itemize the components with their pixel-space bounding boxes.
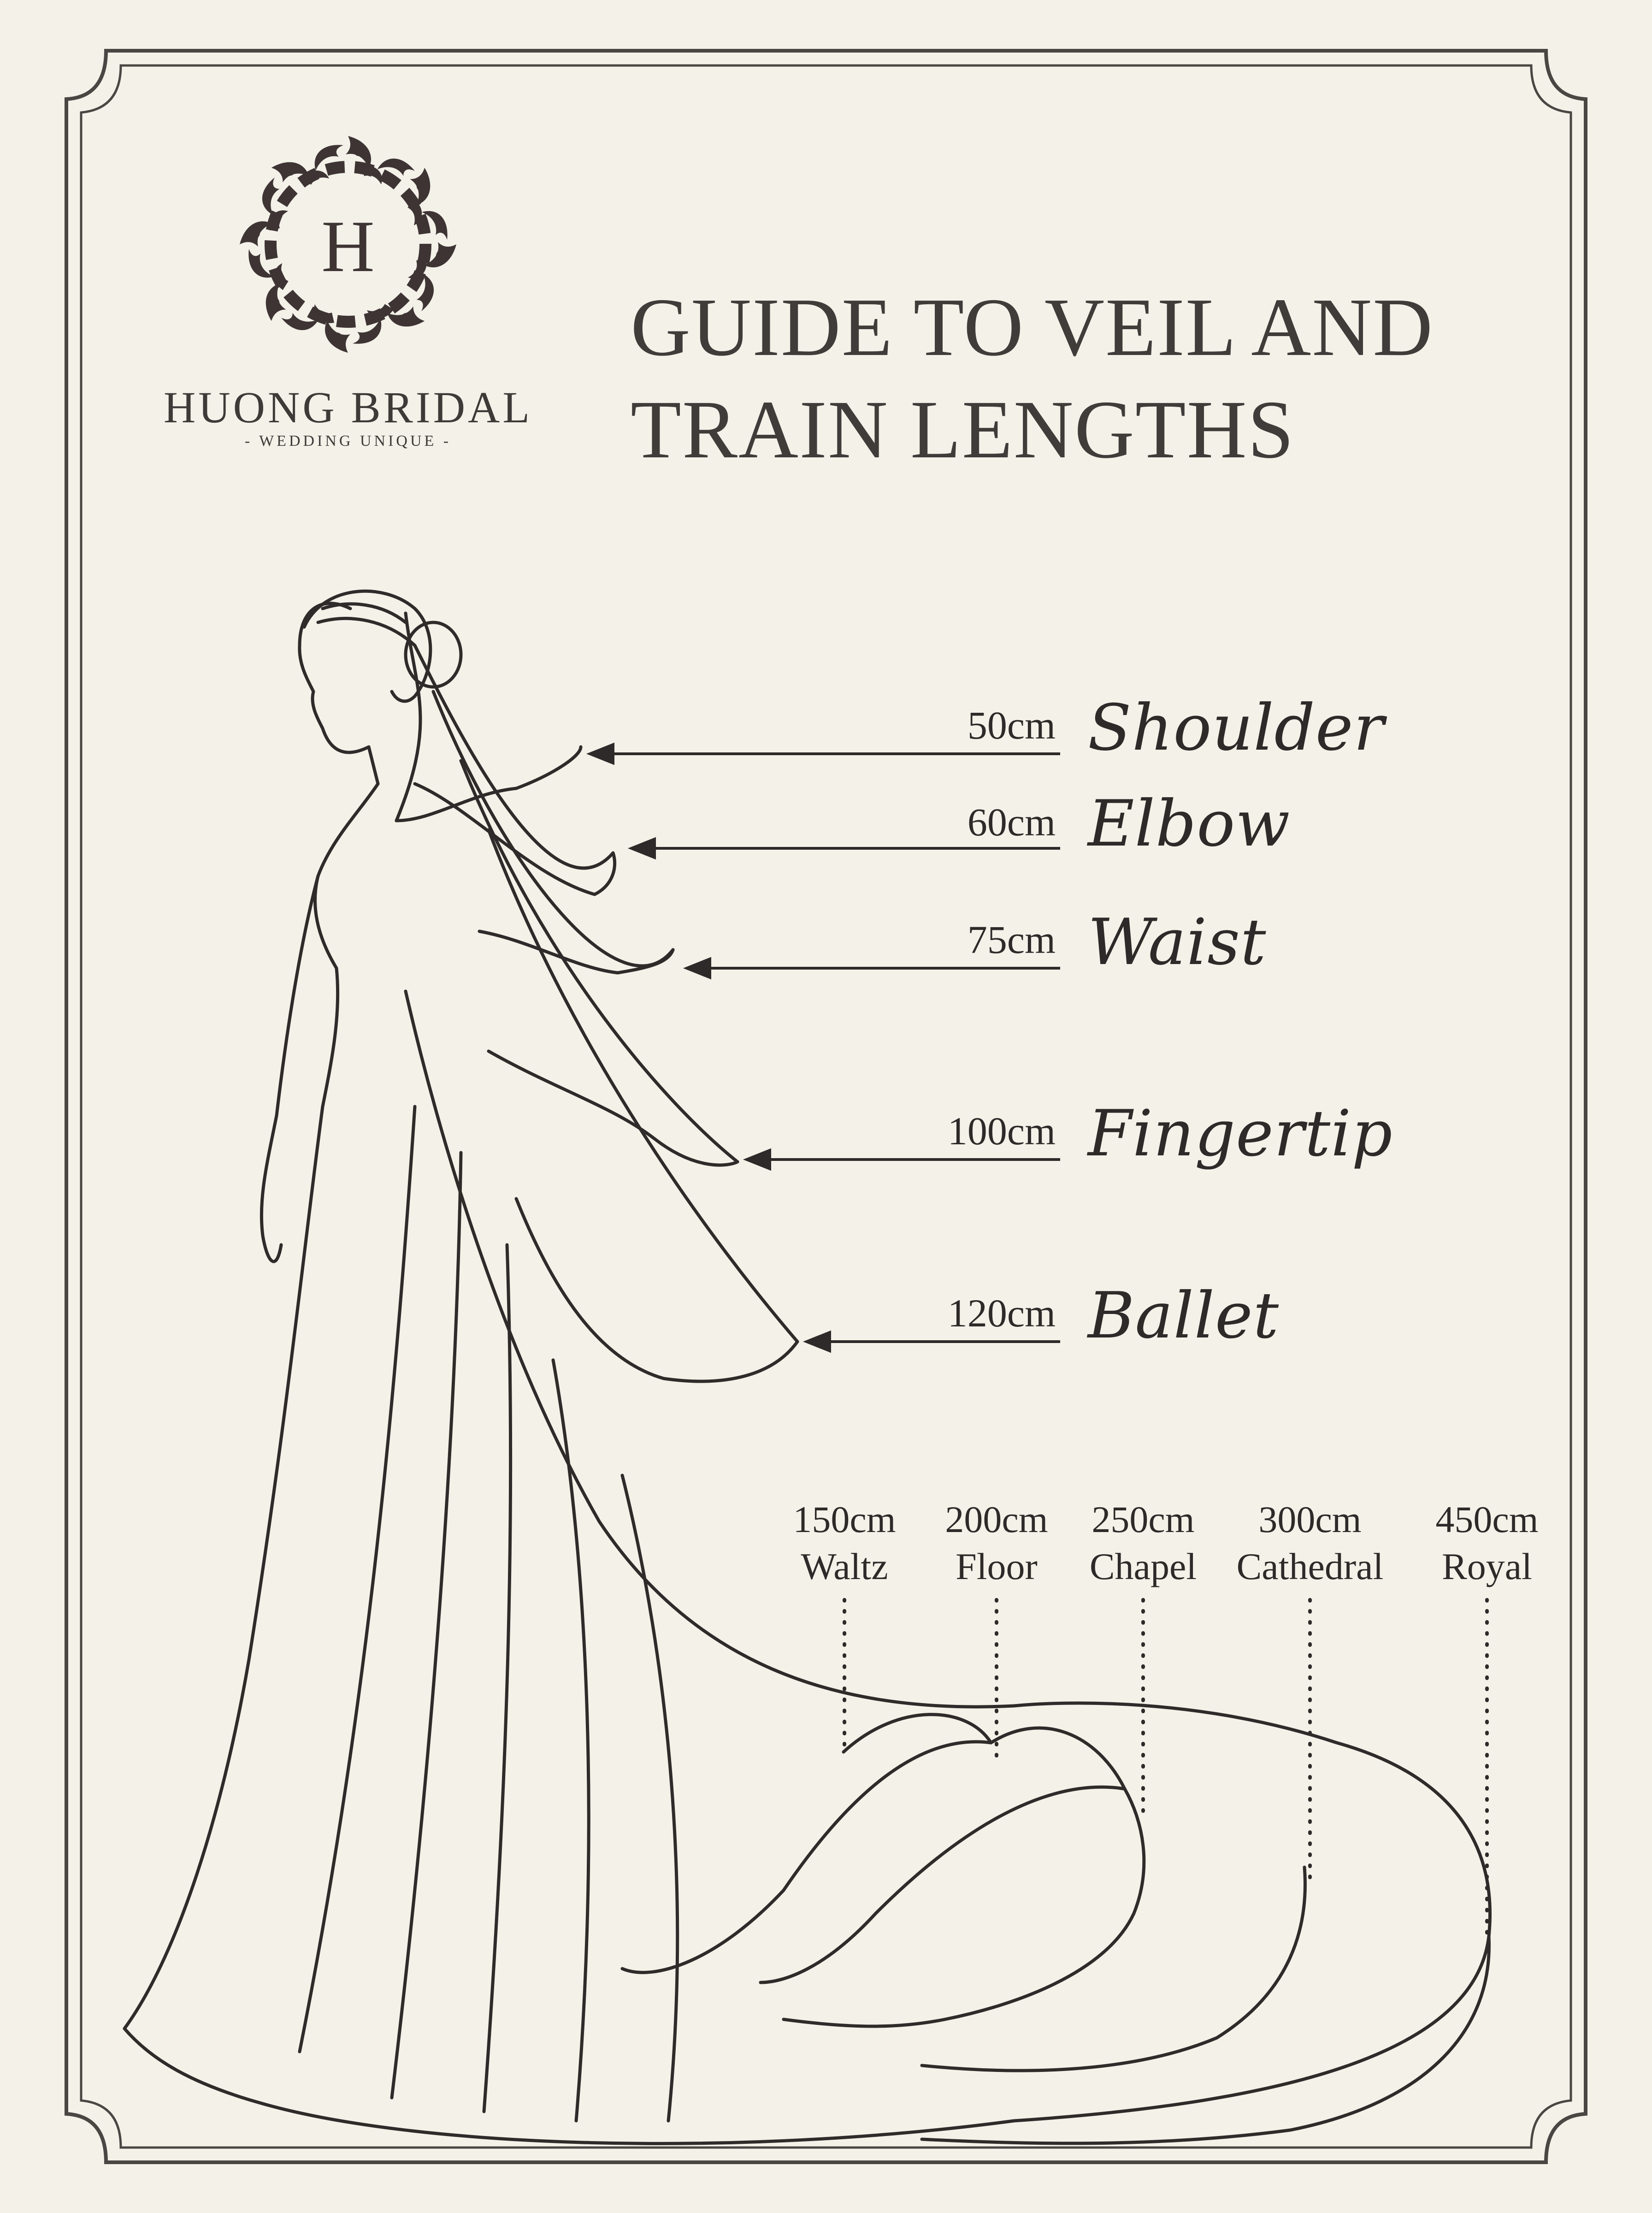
page-title-line1: GUIDE TO VEIL AND: [631, 281, 1434, 373]
train-name-chapel: Chapel: [1089, 1545, 1197, 1587]
veil-length-shoulder: 50cm: [967, 703, 1056, 747]
arrowhead-shoulder: [590, 745, 613, 763]
train-name-waltz: Waltz: [801, 1545, 888, 1587]
brand-name: HUONG BRIDAL: [164, 383, 532, 432]
train-length-royal: 450cm: [1435, 1498, 1539, 1540]
veil-length-fingertip: 100cm: [947, 1109, 1056, 1153]
train-length-waltz: 150cm: [793, 1498, 896, 1540]
monogram-letter: H: [321, 205, 375, 287]
veil-name-waist: Waist: [1088, 905, 1267, 979]
train-name-cathedral: Cathedral: [1236, 1545, 1384, 1587]
veil-length-elbow: 60cm: [967, 800, 1056, 844]
arrowhead-fingertip: [747, 1150, 770, 1169]
veil-name-elbow: Elbow: [1088, 787, 1291, 861]
train-name-floor: Floor: [956, 1545, 1038, 1587]
arrowhead-waist: [687, 959, 710, 977]
veil-length-waist: 75cm: [967, 917, 1056, 962]
brand-tagline: - WEDDING UNIQUE -: [244, 432, 452, 450]
train-length-cathedral: 300cm: [1258, 1498, 1362, 1540]
page-title-line2: TRAIN LENGTHS: [631, 384, 1295, 475]
veil-name-shoulder: Shoulder: [1088, 691, 1385, 765]
arrowhead-elbow: [631, 839, 655, 858]
veil-length-ballet: 120cm: [947, 1291, 1056, 1335]
veil-name-ballet: Ballet: [1088, 1278, 1280, 1353]
train-length-chapel: 250cm: [1092, 1498, 1195, 1540]
arrowhead-ballet: [807, 1332, 830, 1351]
train-name-royal: Royal: [1442, 1545, 1532, 1587]
veil-name-fingertip: Fingertip: [1088, 1096, 1393, 1171]
train-length-floor: 200cm: [945, 1498, 1048, 1540]
